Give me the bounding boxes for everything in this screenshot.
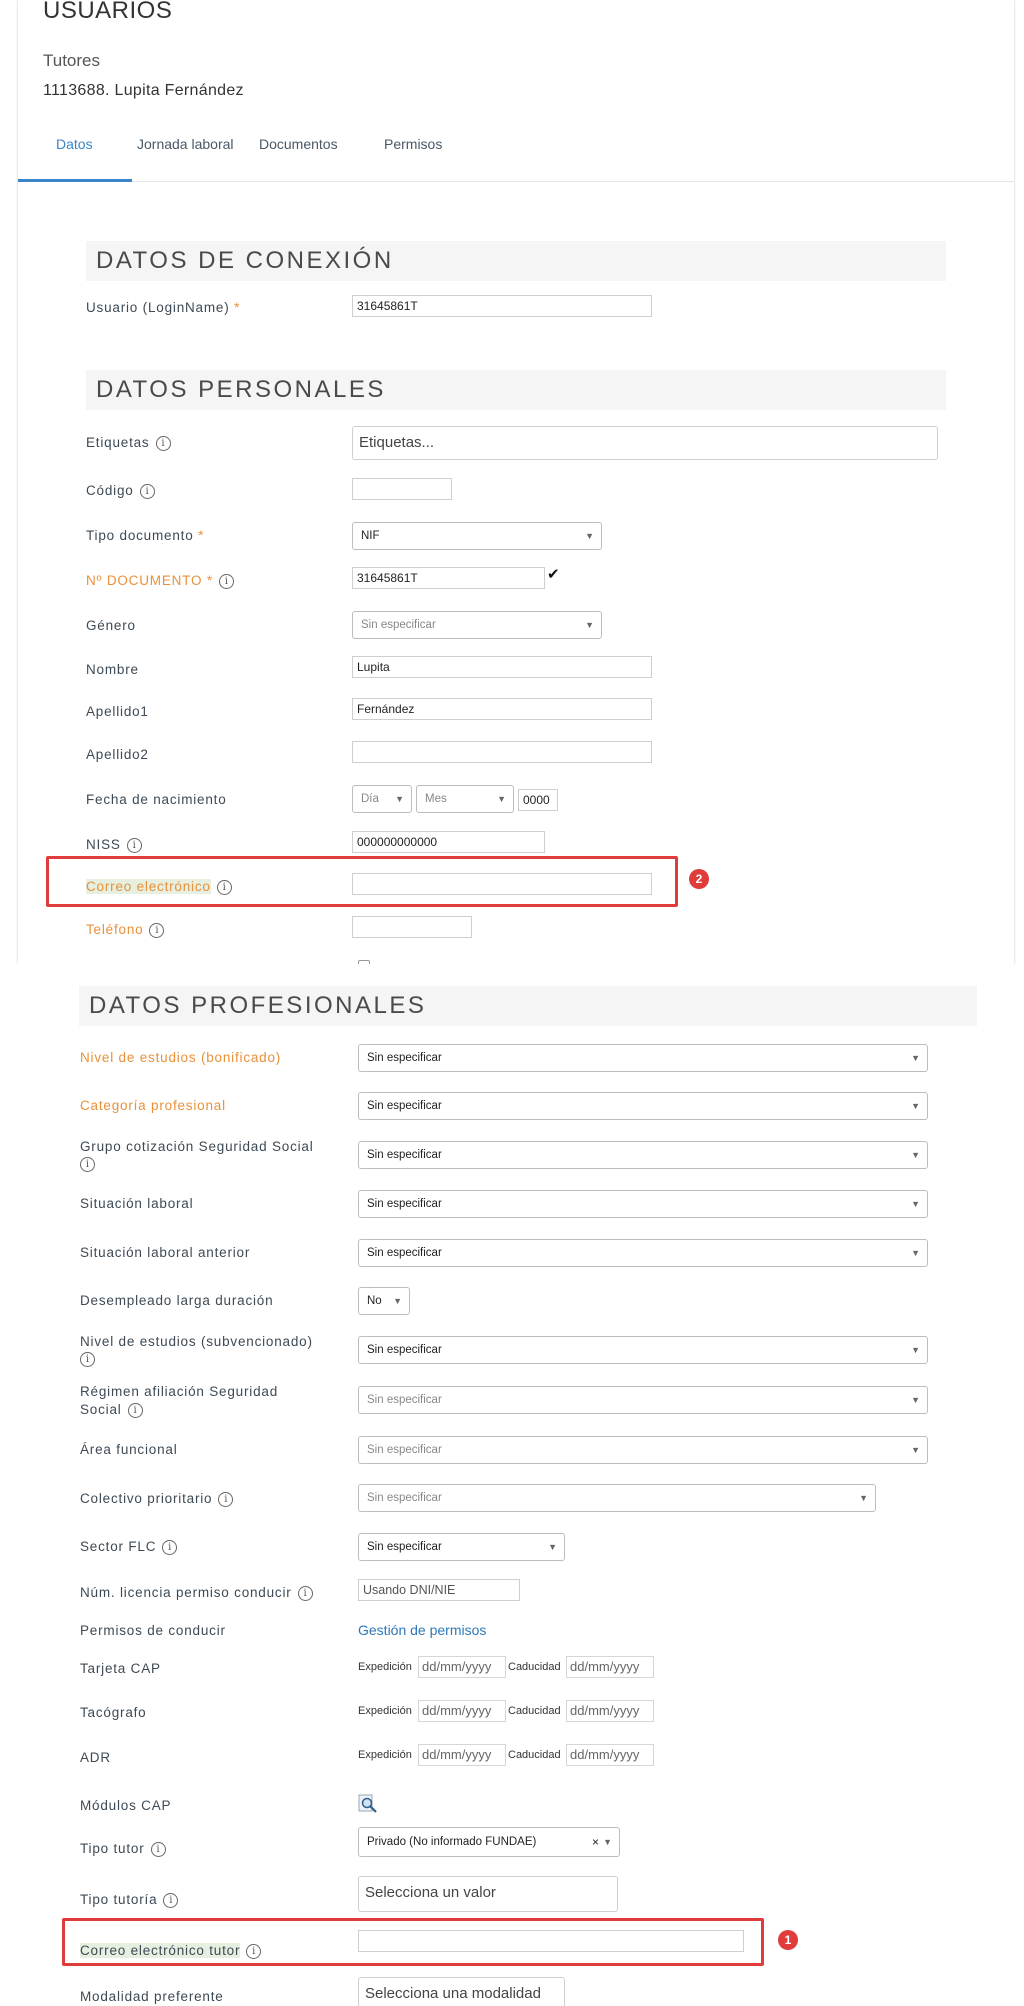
desempleado-label: Desempleado larga duración [80, 1293, 274, 1308]
tacografo-expedicion-input[interactable]: dd/mm/yyyy [418, 1700, 506, 1722]
correo-input[interactable] [352, 873, 652, 895]
telefono-label: Teléfono i [86, 922, 164, 938]
chevron-down-icon: ▼ [395, 794, 404, 804]
chevron-down-icon: ▼ [585, 620, 594, 630]
correo-tutor-input[interactable] [358, 1930, 744, 1952]
usuario-form-panel [18, 0, 1014, 964]
adr-expedicion-input[interactable]: dd/mm/yyyy [418, 1744, 506, 1766]
usuario-label: Usuario (LoginName) * [86, 300, 241, 315]
caducidad-label: Caducidad [508, 1661, 561, 1673]
chevron-down-icon: ▼ [585, 531, 594, 541]
genero-label: Género [86, 618, 136, 633]
info-icon[interactable]: i [217, 880, 232, 895]
correo-label: Correo electrónico i [86, 879, 232, 895]
apellido2-input[interactable] [352, 741, 652, 763]
info-icon[interactable]: i [128, 1403, 143, 1418]
niss-label: NISS i [86, 837, 142, 853]
fecha-dia-select[interactable]: Día ▼ [352, 785, 412, 813]
tarjeta-expedicion-input[interactable]: dd/mm/yyyy [418, 1656, 506, 1678]
nombre-input[interactable]: Lupita [352, 656, 652, 678]
tab-jornada-laboral[interactable]: Jornada laboral [137, 136, 234, 152]
active-tab-indicator [18, 179, 132, 182]
codigo-input[interactable] [352, 478, 452, 500]
expedicion-label: Expedición [358, 1749, 412, 1761]
info-icon[interactable]: i [246, 1944, 261, 1959]
grupo-cotizacion-label: Grupo cotización Seguridad Social [80, 1139, 314, 1154]
clear-icon[interactable]: × [591, 1835, 599, 1849]
situacion-anterior-select[interactable]: Sin especificar ▼ [358, 1239, 928, 1267]
annotation-marker-1: 1 [778, 1930, 798, 1950]
area-funcional-label: Área funcional [80, 1442, 178, 1457]
licencia-input[interactable]: Usando DNI/NIE [358, 1579, 520, 1601]
caducidad-label: Caducidad [508, 1749, 561, 1761]
chevron-down-icon: ▼ [911, 1199, 920, 1209]
situacion-laboral-label: Situación laboral [80, 1196, 194, 1211]
chevron-down-icon: ▼ [911, 1248, 920, 1258]
valid-check-icon: ✔ [547, 566, 560, 583]
chevron-down-icon: ▼ [911, 1445, 920, 1455]
regimen-label-line2: Social i [80, 1402, 143, 1418]
apellido2-label: Apellido2 [86, 747, 149, 762]
categoria-select[interactable]: Sin especificar ▼ [358, 1092, 928, 1120]
apellido1-input[interactable]: Fernández [352, 698, 652, 720]
num-documento-label: Nº DOCUMENTO * i [86, 573, 234, 589]
colectivo-select[interactable]: Sin especificar ▼ [358, 1484, 876, 1512]
correo-tutor-label: Correo electrónico tutor i [80, 1943, 261, 1959]
nivel-subvencionado-info [74, 1351, 95, 1367]
adr-caducidad-input[interactable]: dd/mm/yyyy [566, 1744, 654, 1766]
chevron-down-icon: ▼ [859, 1493, 868, 1503]
annotation-marker-2: 2 [689, 869, 709, 889]
section-header-personales: DATOS PERSONALES [86, 370, 946, 410]
fecha-nacimiento-label: Fecha de nacimiento [86, 792, 227, 807]
magnifier-icon[interactable] [358, 1794, 378, 1814]
info-icon[interactable]: i [218, 1492, 233, 1507]
nivel-subvencionado-select[interactable]: Sin especificar ▼ [358, 1336, 928, 1364]
genero-select[interactable]: Sin especificar ▼ [352, 611, 602, 639]
chevron-down-icon: ▼ [911, 1395, 920, 1405]
situacion-laboral-select[interactable]: Sin especificar ▼ [358, 1190, 928, 1218]
grupo-cotizacion-select[interactable]: Sin especificar ▼ [358, 1141, 928, 1169]
area-funcional-select[interactable]: Sin especificar ▼ [358, 1436, 928, 1464]
fecha-anio-input[interactable]: 0000 [518, 789, 558, 811]
sector-flc-select[interactable]: Sin especificar ▼ [358, 1533, 565, 1561]
info-icon[interactable]: i [156, 436, 171, 451]
telefono-input[interactable] [352, 916, 472, 938]
chevron-down-icon: ▼ [911, 1345, 920, 1355]
tarjeta-cap-label: Tarjeta CAP [80, 1661, 161, 1676]
info-icon[interactable]: i [140, 484, 155, 499]
tab-datos[interactable]: Datos [56, 136, 93, 152]
section-header-conexion: DATOS DE CONEXIÓN [86, 241, 946, 281]
info-icon[interactable]: i [149, 923, 164, 938]
usuario-input[interactable]: 31645861T [352, 295, 652, 317]
info-icon[interactable]: i [151, 1842, 166, 1857]
tipo-tutor-label: Tipo tutor i [80, 1841, 166, 1857]
tacografo-caducidad-input[interactable]: dd/mm/yyyy [566, 1700, 654, 1722]
nivel-bonificado-select[interactable]: Sin especificar ▼ [358, 1044, 928, 1072]
info-icon[interactable]: i [127, 838, 142, 853]
expedicion-label: Expedición [358, 1705, 412, 1717]
codigo-label: Código i [86, 483, 155, 499]
info-icon[interactable]: i [298, 1586, 313, 1601]
chevron-down-icon: ▼ [911, 1101, 920, 1111]
tacografo-label: Tacógrafo [80, 1705, 147, 1720]
info-icon[interactable]: i [163, 1893, 178, 1908]
tarjeta-caducidad-input[interactable]: dd/mm/yyyy [566, 1656, 654, 1678]
chevron-down-icon: ▼ [548, 1542, 557, 1552]
apellido1-label: Apellido1 [86, 704, 149, 719]
permisos-conducir-label: Permisos de conducir [80, 1623, 226, 1638]
nombre-label: Nombre [86, 662, 139, 677]
datos-profesionales-panel [14, 964, 1014, 2006]
tab-documentos[interactable]: Documentos [259, 136, 338, 152]
fecha-mes-select[interactable]: Mes ▼ [416, 785, 514, 813]
section-header-profesionales: DATOS PROFESIONALES [79, 986, 977, 1026]
licencia-label: Núm. licencia permiso conducir i [80, 1585, 313, 1601]
niss-input[interactable]: 000000000000 [352, 831, 545, 853]
chevron-down-icon: ▼ [393, 1296, 402, 1306]
regimen-label-line1: Régimen afiliación Seguridad [80, 1384, 279, 1399]
num-documento-input[interactable]: 31645861T [352, 567, 545, 589]
chevron-down-icon: ▼ [911, 1150, 920, 1160]
chevron-down-icon: ▼ [911, 1053, 920, 1063]
info-icon[interactable]: i [162, 1540, 177, 1555]
info-icon[interactable]: i [80, 1352, 95, 1367]
tab-permisos[interactable]: Permisos [384, 136, 443, 152]
colectivo-label: Colectivo prioritario i [80, 1491, 233, 1507]
etiquetas-label: Etiquetas i [86, 435, 171, 451]
page-title: USUARIOS [43, 0, 173, 24]
section-name: Tutores [43, 51, 101, 70]
modulos-cap-label: Módulos CAP [80, 1798, 172, 1813]
regimen-select[interactable]: Sin especificar ▼ [358, 1386, 928, 1414]
tipo-documento-select[interactable]: NIF ▼ [352, 522, 602, 550]
tipo-documento-label: Tipo documento * [86, 528, 205, 543]
adr-label: ADR [80, 1750, 111, 1765]
gestion-permisos-link[interactable]: Gestión de permisos [358, 1622, 487, 1638]
info-icon[interactable]: i [219, 574, 234, 589]
expedicion-label: Expedición [358, 1661, 412, 1673]
nivel-bonificado-label: Nivel de estudios (bonificado) [80, 1050, 282, 1065]
nivel-subvencionado-label: Nivel de estudios (subvencionado) [80, 1334, 313, 1349]
grupo-cotizacion-info [74, 1156, 95, 1172]
record-name: 1113688. Lupita Fernández [43, 82, 244, 99]
etiquetas-input[interactable]: Etiquetas... [352, 426, 938, 460]
caducidad-label: Caducidad [508, 1705, 561, 1717]
categoria-label: Categoría profesional [80, 1098, 226, 1113]
tab-bar [18, 128, 1014, 182]
chevron-down-icon: ▼ [497, 794, 506, 804]
modalidad-select[interactable]: Selecciona una modalidad [358, 1977, 565, 2006]
chevron-down-icon: ▼ [603, 1837, 612, 1847]
tipo-tutor-select[interactable]: Privado (No informado FUNDAE) × ▼ [358, 1827, 620, 1857]
modalidad-label: Modalidad preferente [80, 1989, 224, 2004]
info-icon[interactable]: i [80, 1157, 95, 1172]
tipo-tutoria-select[interactable]: Selecciona un valor [358, 1876, 618, 1912]
situacion-anterior-label: Situación laboral anterior [80, 1245, 251, 1260]
sector-flc-label: Sector FLC i [80, 1539, 177, 1555]
desempleado-select[interactable]: No ▼ [358, 1287, 410, 1315]
tipo-tutoria-label: Tipo tutoría i [80, 1892, 178, 1908]
